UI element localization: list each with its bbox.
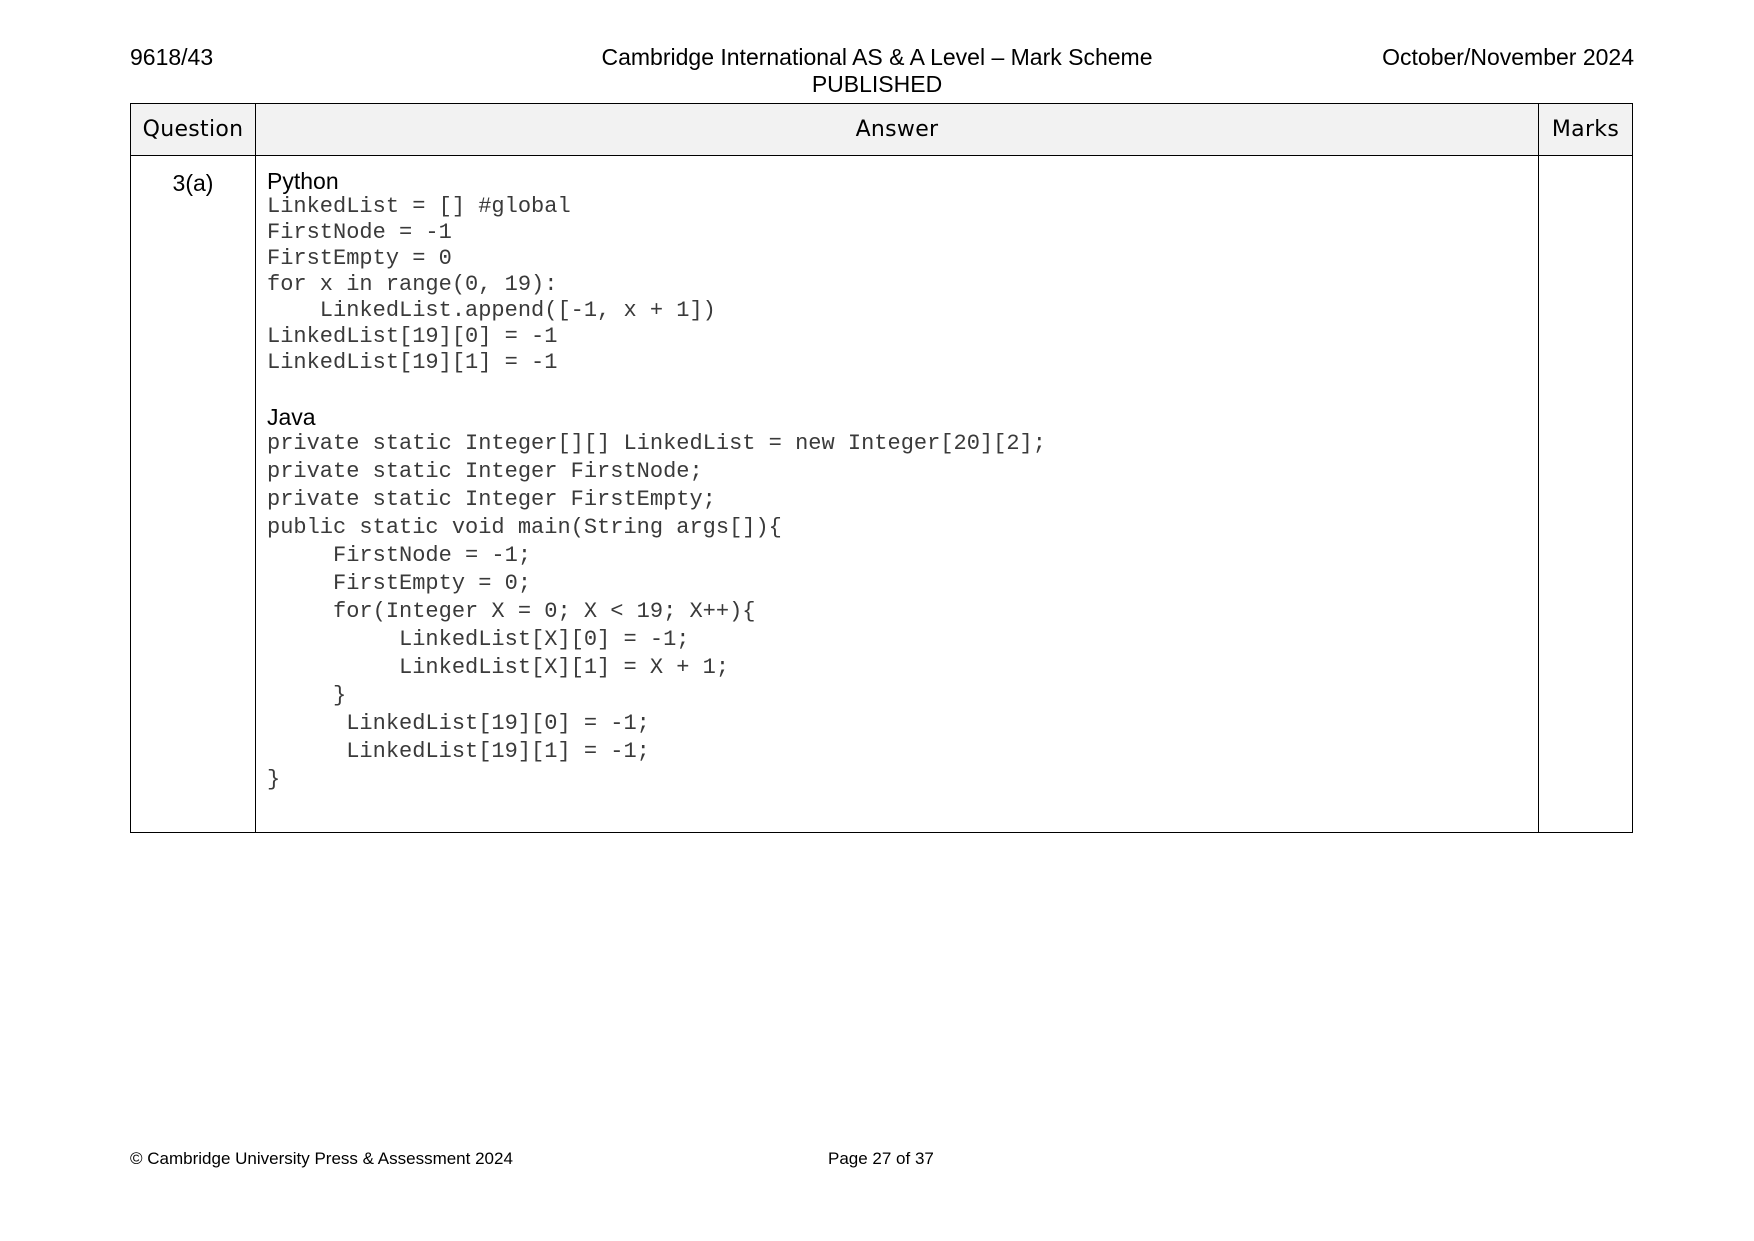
python-code-block: LinkedList = [] #global FirstNode = -1 FirstEmpty = 0 for x in range(0, 19): LinkedList.append([-1, x + 1]) LinkedList[19][0] = -1 LinkedList[19][1] = -1 [267,194,716,375]
python-label: Python [267,168,339,194]
document-subtitle: PUBLISHED [811,71,943,97]
copyright-notice: © Cambridge University Press & Assessment 2024 [130,1149,513,1168]
marks-cell [1539,156,1633,833]
exam-session: October/November 2024 [1382,44,1634,70]
paper-code: 9618/43 [130,44,214,70]
java-code-block: private static Integer[][] LinkedList = new Integer[20][2]; private static Integer FirstNode; private static Integer FirstEmpty; public static void main(String args[]){ FirstNode = -1; FirstEmpty = 0; for(Integer X = 0; X < 19; X++){ LinkedList[X][0] = -1; LinkedList[X][1] = X + 1; } LinkedList[19][0] = -1; LinkedList[19][1] = -1; } [267,431,1046,792]
table-row [131,156,1633,833]
mark-scheme-table [130,103,1633,833]
page-number: Page 27 of 37 [828,1149,934,1168]
table-header-row [131,104,1633,156]
answer-cell [256,156,1539,833]
answer-column-header: Answer [256,104,1539,156]
question-column-header: Question [131,104,256,156]
question-number: 3(a) [131,156,256,833]
java-label: Java [267,404,316,430]
document-title: Cambridge International AS & A Level – Mark Scheme [601,44,1153,70]
marks-column-header: Marks [1539,104,1633,156]
